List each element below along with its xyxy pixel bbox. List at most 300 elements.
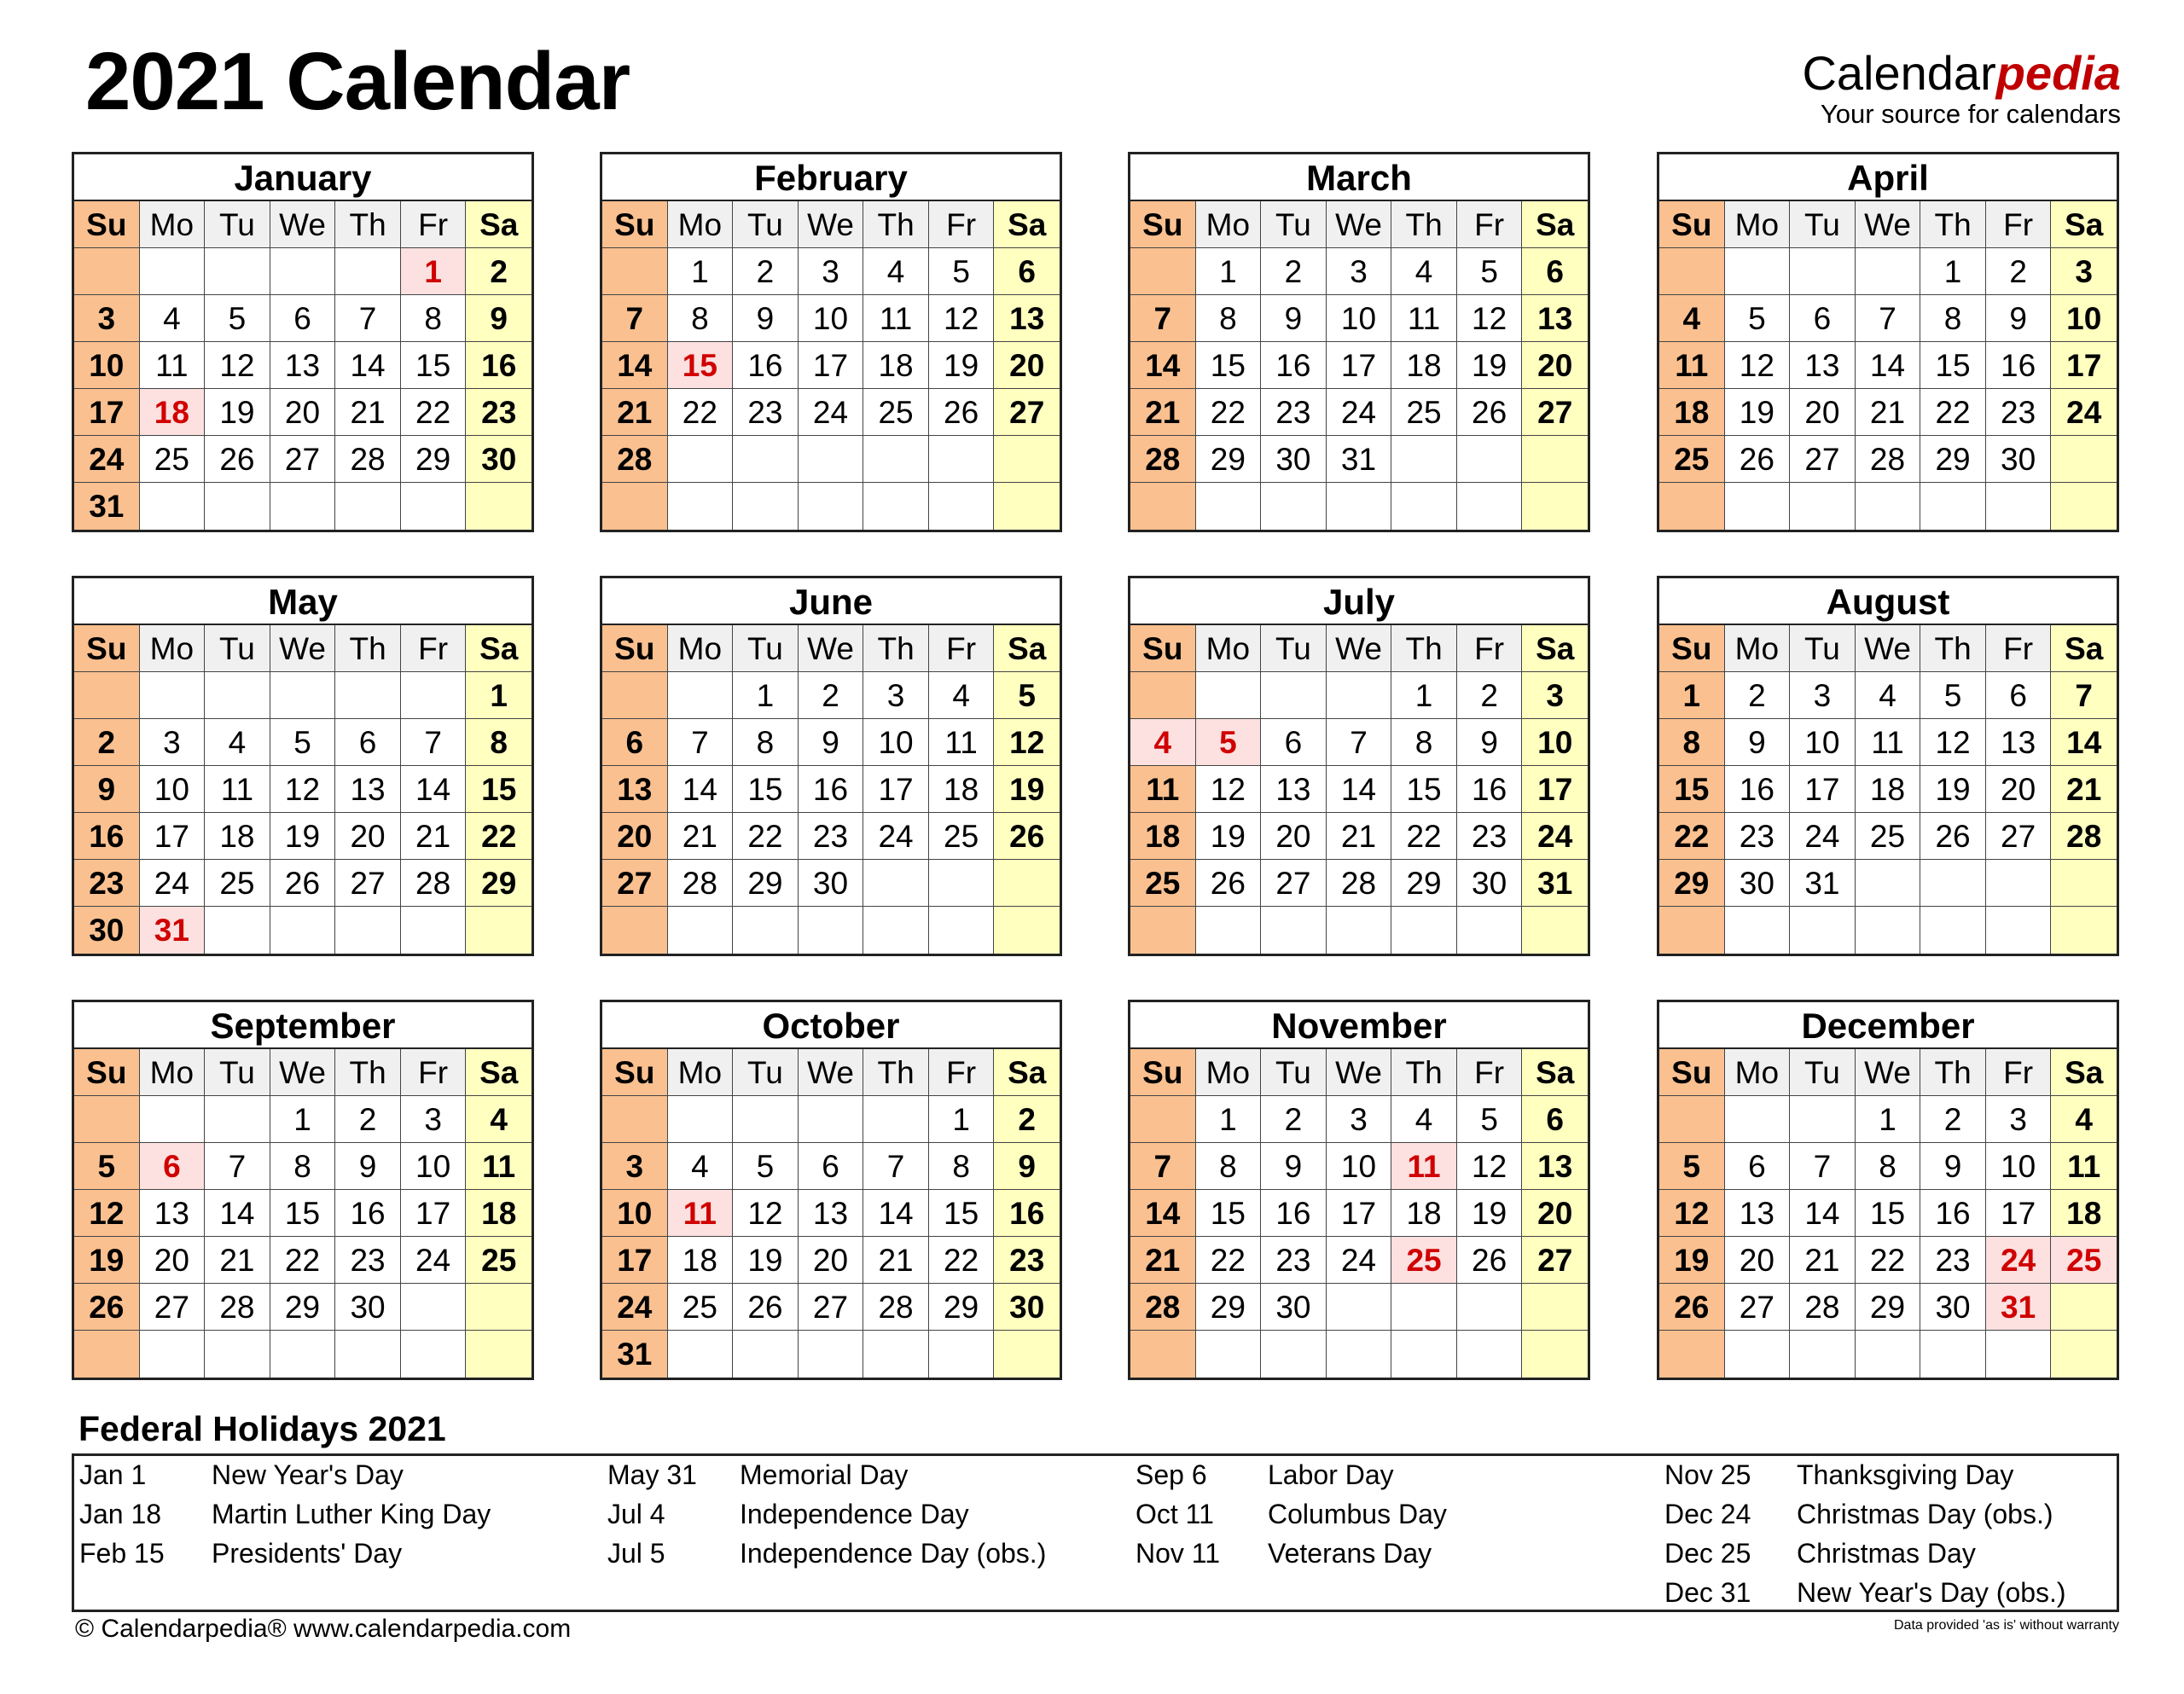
day-cell: 16 bbox=[335, 1190, 401, 1237]
empty-day-cell bbox=[1659, 907, 1725, 954]
day-cell: 2 bbox=[466, 248, 531, 295]
day-cell: 19 bbox=[733, 1237, 799, 1284]
day-cell: 14 bbox=[863, 1190, 929, 1237]
holiday-name: Independence Day bbox=[740, 1499, 969, 1529]
day-cell: 5 bbox=[1457, 248, 1523, 295]
day-cell: 28 bbox=[1130, 436, 1196, 483]
empty-day-cell bbox=[1327, 672, 1392, 719]
day-cell: 22 bbox=[1196, 389, 1262, 436]
holiday-name: New Year's Day (obs.) bbox=[1797, 1577, 2066, 1608]
weekday-header: Mo bbox=[668, 625, 734, 672]
empty-day-cell bbox=[863, 907, 929, 954]
empty-day-cell bbox=[1920, 483, 1986, 530]
weekday-header: Fr bbox=[1986, 201, 2052, 248]
weekday-header: Su bbox=[602, 625, 668, 672]
day-cell: 19 bbox=[1457, 342, 1523, 389]
day-cell: 12 bbox=[205, 342, 270, 389]
weekday-header: Sa bbox=[994, 625, 1060, 672]
month-may bbox=[72, 576, 534, 956]
weekday-header: Sa bbox=[1522, 625, 1588, 672]
empty-day-cell bbox=[799, 1331, 864, 1378]
month-june bbox=[600, 576, 1062, 956]
empty-day-cell bbox=[401, 1284, 467, 1331]
day-cell: 1 bbox=[1920, 248, 1986, 295]
empty-day-cell bbox=[929, 1331, 995, 1378]
day-cell: 19 bbox=[1920, 766, 1986, 813]
day-cell: 26 bbox=[205, 436, 270, 483]
weekday-header: Tu bbox=[1261, 201, 1327, 248]
weekday-header: We bbox=[270, 1049, 336, 1096]
day-cell: 24 bbox=[1327, 1237, 1392, 1284]
day-cell: 28 bbox=[205, 1284, 270, 1331]
day-cell: 26 bbox=[270, 860, 336, 907]
day-cell: 29 bbox=[733, 860, 799, 907]
day-cell: 2 bbox=[1920, 1096, 1986, 1143]
empty-day-cell bbox=[733, 907, 799, 954]
empty-day-cell bbox=[335, 248, 401, 295]
footer-copyright: © Calendarpedia® www.calendarpedia.com bbox=[75, 1615, 572, 1643]
weekday-header: Th bbox=[335, 625, 401, 672]
month-january bbox=[72, 152, 534, 532]
weekday-header: Fr bbox=[1986, 625, 2052, 672]
month-days-grid bbox=[602, 1049, 1060, 1378]
day-cell: 23 bbox=[1261, 1237, 1327, 1284]
day-cell: 8 bbox=[1920, 295, 1986, 342]
weekday-header: Su bbox=[74, 625, 140, 672]
holiday-name: Veterans Day bbox=[1268, 1538, 1432, 1569]
day-cell: 20 bbox=[1790, 389, 1856, 436]
day-cell: 22 bbox=[1920, 389, 1986, 436]
day-cell: 16 bbox=[799, 766, 864, 813]
day-cell: 3 bbox=[1522, 672, 1588, 719]
empty-day-cell bbox=[466, 907, 531, 954]
day-cell: 23 bbox=[466, 389, 531, 436]
day-cell: 7 bbox=[401, 719, 467, 766]
day-cell: 21 bbox=[863, 1237, 929, 1284]
day-cell: 8 bbox=[401, 295, 467, 342]
day-cell: 27 bbox=[1261, 860, 1327, 907]
day-cell: 15 bbox=[1920, 342, 1986, 389]
day-cell: 14 bbox=[1790, 1190, 1856, 1237]
day-cell: 8 bbox=[1856, 1143, 1921, 1190]
day-cell: 5 bbox=[1659, 1143, 1725, 1190]
weekday-header: Fr bbox=[929, 1049, 995, 1096]
day-cell: 6 bbox=[270, 295, 336, 342]
weekday-header: Th bbox=[335, 1049, 401, 1096]
day-cell: 21 bbox=[1856, 389, 1921, 436]
day-cell: 13 bbox=[799, 1190, 864, 1237]
day-cell: 28 bbox=[668, 860, 734, 907]
day-cell: 16 bbox=[1261, 1190, 1327, 1237]
holiday-name: Independence Day (obs.) bbox=[740, 1538, 1047, 1569]
brand-name-main: Calendar bbox=[1802, 46, 1996, 100]
day-cell: 22 bbox=[1659, 813, 1725, 860]
empty-day-cell bbox=[668, 1096, 734, 1143]
empty-day-cell bbox=[140, 672, 206, 719]
day-cell: 23 bbox=[1725, 813, 1791, 860]
empty-day-cell bbox=[140, 1331, 206, 1378]
weekday-header: Fr bbox=[1457, 1049, 1523, 1096]
day-cell: 17 bbox=[1986, 1190, 2052, 1237]
day-cell: 13 bbox=[1261, 766, 1327, 813]
day-cell: 19 bbox=[994, 766, 1060, 813]
day-cell: 7 bbox=[1790, 1143, 1856, 1190]
day-cell: 18 bbox=[466, 1190, 531, 1237]
day-cell: 10 bbox=[602, 1190, 668, 1237]
day-cell: 24 bbox=[2051, 389, 2117, 436]
weekday-header: Th bbox=[1391, 1049, 1457, 1096]
empty-day-cell bbox=[1522, 1331, 1588, 1378]
day-cell: 10 bbox=[2051, 295, 2117, 342]
day-cell: 24 bbox=[74, 436, 140, 483]
day-cell: 27 bbox=[1522, 389, 1588, 436]
weekday-header: Th bbox=[863, 625, 929, 672]
day-cell: 12 bbox=[994, 719, 1060, 766]
day-cell: 16 bbox=[994, 1190, 1060, 1237]
empty-day-cell bbox=[929, 907, 995, 954]
day-cell: 5 bbox=[1457, 1096, 1523, 1143]
day-cell: 14 bbox=[1130, 1190, 1196, 1237]
day-cell: 22 bbox=[1856, 1237, 1921, 1284]
empty-day-cell bbox=[799, 907, 864, 954]
day-cell: 10 bbox=[1790, 719, 1856, 766]
day-cell: 20 bbox=[994, 342, 1060, 389]
day-cell: 14 bbox=[2051, 719, 2117, 766]
weekday-header: Mo bbox=[140, 625, 206, 672]
day-cell: 24 bbox=[863, 813, 929, 860]
day-cell: 17 bbox=[1522, 766, 1588, 813]
day-cell: 10 bbox=[1327, 295, 1392, 342]
empty-day-cell bbox=[2051, 483, 2117, 530]
empty-day-cell bbox=[733, 436, 799, 483]
day-cell: 8 bbox=[1391, 719, 1457, 766]
day-cell: 9 bbox=[799, 719, 864, 766]
day-cell: 25 bbox=[1856, 813, 1921, 860]
day-cell: 29 bbox=[1196, 1284, 1262, 1331]
holiday-name: Presidents' Day bbox=[212, 1538, 403, 1569]
empty-day-cell bbox=[1457, 436, 1523, 483]
holiday-date: Dec 25 bbox=[1664, 1538, 1751, 1569]
empty-day-cell bbox=[1261, 483, 1327, 530]
day-cell: 20 bbox=[1522, 342, 1588, 389]
day-cell: 14 bbox=[205, 1190, 270, 1237]
holiday-day-cell: 4 bbox=[1130, 719, 1196, 766]
day-cell: 15 bbox=[733, 766, 799, 813]
day-cell: 25 bbox=[863, 389, 929, 436]
day-cell: 28 bbox=[2051, 813, 2117, 860]
holiday-name: New Year's Day bbox=[212, 1459, 404, 1490]
day-cell: 18 bbox=[1391, 342, 1457, 389]
day-cell: 26 bbox=[74, 1284, 140, 1331]
day-cell: 15 bbox=[1659, 766, 1725, 813]
empty-day-cell bbox=[1130, 483, 1196, 530]
empty-day-cell bbox=[1327, 1331, 1392, 1378]
weekday-header: Th bbox=[1920, 625, 1986, 672]
holiday-name: Memorial Day bbox=[740, 1459, 909, 1490]
day-cell: 21 bbox=[335, 389, 401, 436]
empty-day-cell bbox=[1790, 1096, 1856, 1143]
day-cell: 30 bbox=[74, 907, 140, 954]
day-cell: 4 bbox=[1391, 248, 1457, 295]
weekday-header: Th bbox=[1391, 625, 1457, 672]
day-cell: 25 bbox=[466, 1237, 531, 1284]
day-cell: 8 bbox=[1659, 719, 1725, 766]
weekday-header: Su bbox=[1130, 625, 1196, 672]
day-cell: 11 bbox=[466, 1143, 531, 1190]
empty-day-cell bbox=[1522, 436, 1588, 483]
weekday-header: Sa bbox=[2051, 201, 2117, 248]
empty-day-cell bbox=[401, 907, 467, 954]
day-cell: 28 bbox=[1130, 1284, 1196, 1331]
month-days-grid bbox=[74, 625, 531, 954]
weekday-header: Su bbox=[1659, 625, 1725, 672]
empty-day-cell bbox=[1659, 483, 1725, 530]
day-cell: 14 bbox=[335, 342, 401, 389]
empty-day-cell bbox=[1725, 1096, 1791, 1143]
empty-day-cell bbox=[1327, 483, 1392, 530]
day-cell: 23 bbox=[1986, 389, 2052, 436]
day-cell: 10 bbox=[401, 1143, 467, 1190]
day-cell: 18 bbox=[205, 813, 270, 860]
day-cell: 6 bbox=[1522, 248, 1588, 295]
empty-day-cell bbox=[1457, 1284, 1523, 1331]
month-days-grid bbox=[1130, 625, 1588, 954]
empty-day-cell bbox=[1261, 907, 1327, 954]
day-cell: 6 bbox=[1986, 672, 2052, 719]
holiday-day-cell: 25 bbox=[2051, 1237, 2117, 1284]
weekday-header: Tu bbox=[205, 1049, 270, 1096]
empty-day-cell bbox=[799, 436, 864, 483]
holiday-date: Oct 11 bbox=[1136, 1499, 1214, 1529]
day-cell: 27 bbox=[1790, 436, 1856, 483]
day-cell: 30 bbox=[1457, 860, 1523, 907]
empty-day-cell bbox=[602, 672, 668, 719]
weekday-header: Mo bbox=[1725, 201, 1791, 248]
month-march bbox=[1128, 152, 1590, 532]
day-cell: 24 bbox=[1522, 813, 1588, 860]
day-cell: 4 bbox=[205, 719, 270, 766]
month-title: May bbox=[74, 578, 531, 625]
day-cell: 4 bbox=[668, 1143, 734, 1190]
day-cell: 11 bbox=[929, 719, 995, 766]
day-cell: 16 bbox=[1457, 766, 1523, 813]
empty-day-cell bbox=[74, 1096, 140, 1143]
day-cell: 16 bbox=[1920, 1190, 1986, 1237]
day-cell: 26 bbox=[929, 389, 995, 436]
day-cell: 20 bbox=[1986, 766, 2052, 813]
day-cell: 30 bbox=[994, 1284, 1060, 1331]
day-cell: 2 bbox=[994, 1096, 1060, 1143]
holiday-day-cell: 11 bbox=[668, 1190, 734, 1237]
day-cell: 26 bbox=[1920, 813, 1986, 860]
empty-day-cell bbox=[1790, 1331, 1856, 1378]
weekday-header: Su bbox=[1659, 201, 1725, 248]
day-cell: 3 bbox=[2051, 248, 2117, 295]
day-cell: 26 bbox=[1196, 860, 1262, 907]
empty-day-cell bbox=[929, 860, 995, 907]
empty-day-cell bbox=[668, 483, 734, 530]
holiday-date: Jul 5 bbox=[607, 1538, 665, 1569]
day-cell: 16 bbox=[1725, 766, 1791, 813]
day-cell: 22 bbox=[1196, 1237, 1262, 1284]
holiday-date: Jan 1 bbox=[79, 1459, 147, 1490]
day-cell: 15 bbox=[1196, 1190, 1262, 1237]
day-cell: 25 bbox=[205, 860, 270, 907]
empty-day-cell bbox=[1130, 907, 1196, 954]
weekday-header: Tu bbox=[1790, 1049, 1856, 1096]
day-cell: 15 bbox=[401, 342, 467, 389]
day-cell: 30 bbox=[1920, 1284, 1986, 1331]
month-days-grid bbox=[74, 1049, 531, 1378]
weekday-header: Su bbox=[602, 201, 668, 248]
day-cell: 15 bbox=[466, 766, 531, 813]
day-cell: 29 bbox=[1856, 1284, 1921, 1331]
empty-day-cell bbox=[1457, 907, 1523, 954]
holiday-date: Nov 11 bbox=[1136, 1538, 1221, 1569]
empty-day-cell bbox=[2051, 1284, 2117, 1331]
day-cell: 20 bbox=[1725, 1237, 1791, 1284]
day-cell: 1 bbox=[270, 1096, 336, 1143]
day-cell: 15 bbox=[929, 1190, 995, 1237]
day-cell: 6 bbox=[1261, 719, 1327, 766]
weekday-header: Su bbox=[1130, 201, 1196, 248]
empty-day-cell bbox=[1327, 1284, 1392, 1331]
empty-day-cell bbox=[1986, 483, 2052, 530]
day-cell: 15 bbox=[1391, 766, 1457, 813]
weekday-header: Fr bbox=[929, 625, 995, 672]
day-cell: 17 bbox=[799, 342, 864, 389]
day-cell: 19 bbox=[205, 389, 270, 436]
day-cell: 11 bbox=[1130, 766, 1196, 813]
day-cell: 7 bbox=[1856, 295, 1921, 342]
day-cell: 28 bbox=[1790, 1284, 1856, 1331]
day-cell: 21 bbox=[2051, 766, 2117, 813]
day-cell: 26 bbox=[1457, 389, 1523, 436]
weekday-header: Fr bbox=[401, 1049, 467, 1096]
day-cell: 8 bbox=[270, 1143, 336, 1190]
day-cell: 16 bbox=[733, 342, 799, 389]
day-cell: 16 bbox=[466, 342, 531, 389]
empty-day-cell bbox=[466, 1284, 531, 1331]
empty-day-cell bbox=[1790, 483, 1856, 530]
day-cell: 21 bbox=[668, 813, 734, 860]
holiday-day-cell: 15 bbox=[668, 342, 734, 389]
day-cell: 19 bbox=[1457, 1190, 1523, 1237]
empty-day-cell bbox=[2051, 1331, 2117, 1378]
day-cell: 8 bbox=[1196, 295, 1262, 342]
holiday-name: Labor Day bbox=[1268, 1459, 1394, 1490]
weekday-header: Su bbox=[74, 201, 140, 248]
day-cell: 12 bbox=[1457, 295, 1523, 342]
day-cell: 3 bbox=[1327, 248, 1392, 295]
day-cell: 16 bbox=[74, 813, 140, 860]
day-cell: 7 bbox=[1130, 1143, 1196, 1190]
day-cell: 19 bbox=[74, 1237, 140, 1284]
empty-day-cell bbox=[1261, 1331, 1327, 1378]
empty-day-cell bbox=[335, 907, 401, 954]
holiday-day-cell: 18 bbox=[140, 389, 206, 436]
day-cell: 10 bbox=[1522, 719, 1588, 766]
empty-day-cell bbox=[140, 248, 206, 295]
day-cell: 5 bbox=[733, 1143, 799, 1190]
day-cell: 14 bbox=[668, 766, 734, 813]
day-cell: 20 bbox=[1522, 1190, 1588, 1237]
day-cell: 12 bbox=[929, 295, 995, 342]
empty-day-cell bbox=[1130, 1096, 1196, 1143]
weekday-header: Th bbox=[1920, 201, 1986, 248]
day-cell: 8 bbox=[733, 719, 799, 766]
empty-day-cell bbox=[1986, 1331, 2052, 1378]
day-cell: 28 bbox=[1327, 860, 1392, 907]
day-cell: 11 bbox=[2051, 1143, 2117, 1190]
empty-day-cell bbox=[1130, 1331, 1196, 1378]
day-cell: 20 bbox=[799, 1237, 864, 1284]
day-cell: 15 bbox=[270, 1190, 336, 1237]
day-cell: 26 bbox=[733, 1284, 799, 1331]
day-cell: 6 bbox=[1725, 1143, 1791, 1190]
day-cell: 22 bbox=[270, 1237, 336, 1284]
day-cell: 13 bbox=[140, 1190, 206, 1237]
day-cell: 27 bbox=[335, 860, 401, 907]
day-cell: 12 bbox=[74, 1190, 140, 1237]
day-cell: 2 bbox=[1986, 248, 2052, 295]
day-cell: 30 bbox=[799, 860, 864, 907]
empty-day-cell bbox=[1391, 436, 1457, 483]
holiday-date: Dec 24 bbox=[1664, 1499, 1751, 1529]
day-cell: 3 bbox=[140, 719, 206, 766]
day-cell: 17 bbox=[74, 389, 140, 436]
brand-name-accent: pedia bbox=[1995, 46, 2121, 100]
day-cell: 24 bbox=[799, 389, 864, 436]
holidays-title: Federal Holidays 2021 bbox=[78, 1409, 446, 1448]
empty-day-cell bbox=[1130, 672, 1196, 719]
day-cell: 20 bbox=[270, 389, 336, 436]
month-september bbox=[72, 1000, 534, 1380]
month-days-grid bbox=[1130, 1049, 1588, 1378]
weekday-header: Tu bbox=[205, 201, 270, 248]
day-cell: 16 bbox=[1986, 342, 2052, 389]
day-cell: 3 bbox=[401, 1096, 467, 1143]
empty-day-cell bbox=[602, 1096, 668, 1143]
day-cell: 27 bbox=[1522, 1237, 1588, 1284]
day-cell: 21 bbox=[205, 1237, 270, 1284]
day-cell: 12 bbox=[1920, 719, 1986, 766]
weekday-header: Sa bbox=[2051, 625, 2117, 672]
empty-day-cell bbox=[1522, 483, 1588, 530]
day-cell: 18 bbox=[668, 1237, 734, 1284]
day-cell: 7 bbox=[205, 1143, 270, 1190]
weekday-header: Mo bbox=[1196, 1049, 1262, 1096]
day-cell: 14 bbox=[401, 766, 467, 813]
day-cell: 20 bbox=[602, 813, 668, 860]
weekday-header: Tu bbox=[1261, 1049, 1327, 1096]
day-cell: 29 bbox=[270, 1284, 336, 1331]
weekday-header: We bbox=[1327, 1049, 1392, 1096]
month-title: March bbox=[1130, 154, 1588, 201]
holiday-date: Nov 25 bbox=[1664, 1459, 1751, 1490]
weekday-header: Mo bbox=[668, 1049, 734, 1096]
empty-day-cell bbox=[1725, 1331, 1791, 1378]
month-title: June bbox=[602, 578, 1060, 625]
empty-day-cell bbox=[205, 672, 270, 719]
holiday-name: Thanksgiving Day bbox=[1797, 1459, 2014, 1490]
day-cell: 13 bbox=[1522, 295, 1588, 342]
empty-day-cell bbox=[733, 1096, 799, 1143]
day-cell: 19 bbox=[1659, 1237, 1725, 1284]
day-cell: 12 bbox=[1457, 1143, 1523, 1190]
empty-day-cell bbox=[994, 907, 1060, 954]
month-title: April bbox=[1659, 154, 2117, 201]
